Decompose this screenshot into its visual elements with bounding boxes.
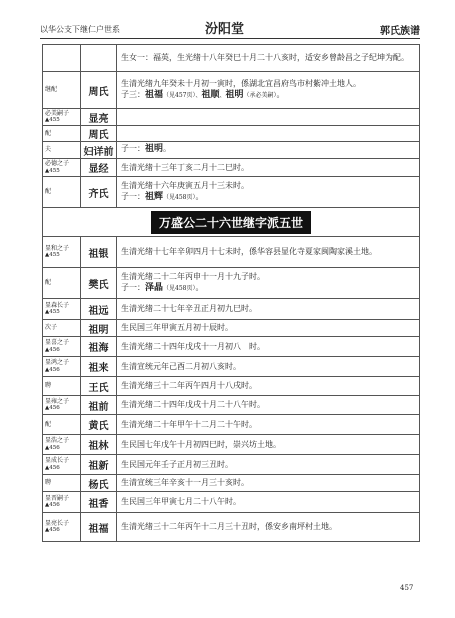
relation-label: 显亮长子 xyxy=(45,519,70,527)
relation-label: 显喜之子 xyxy=(45,339,70,347)
person-name-cell xyxy=(81,159,117,176)
relation-label: 必德之子 xyxy=(45,160,70,168)
description-cell xyxy=(117,415,419,434)
table-row xyxy=(43,357,419,377)
table-row xyxy=(43,109,419,126)
relation-cell xyxy=(43,320,81,336)
person-name-cell xyxy=(81,396,117,414)
child-note: （见458页） xyxy=(163,194,196,202)
person-name-cell xyxy=(81,72,117,108)
header-hall-name: 汾阳堂 xyxy=(205,22,245,37)
description-cell xyxy=(117,237,419,267)
description-cell xyxy=(117,396,419,414)
person-name-cell xyxy=(81,513,117,541)
header-branch-title: 以华公支下继仁户世系 xyxy=(40,25,120,34)
table-row xyxy=(43,475,419,492)
description-line xyxy=(121,496,415,508)
description-cell xyxy=(117,268,419,298)
table-row xyxy=(43,268,419,299)
page-ref: ▲456 xyxy=(45,464,60,471)
description-line xyxy=(121,191,415,204)
table-row xyxy=(43,72,419,109)
child-note: 、 xyxy=(219,92,226,100)
description-line xyxy=(121,282,415,295)
description-line xyxy=(121,52,415,64)
description-line xyxy=(121,162,415,174)
generation-banner-row xyxy=(43,208,419,237)
description-line xyxy=(121,271,415,283)
person-name-cell xyxy=(81,435,117,454)
description-text: 生民国三年甲寅七月二十八午时。 xyxy=(121,497,241,507)
relation-cell xyxy=(43,357,81,376)
table-row xyxy=(43,396,419,415)
relation-label: 显成长子 xyxy=(45,457,70,465)
description-text: 生清光绪三十二年丙午四月十八戌时。 xyxy=(121,381,257,391)
description-text: 生女一：福英，生光绪十八年癸巳十月二十八亥时，适安乡曾龄昌之子纪坤为配。 xyxy=(121,53,409,63)
child-name: 泽晶 xyxy=(145,283,164,294)
person-name-cell xyxy=(81,357,117,376)
description-line xyxy=(121,89,415,102)
child-name: 祖顺 xyxy=(201,90,220,101)
description-text: 生清光绪十三年丁亥二月十二巳时。 xyxy=(121,162,249,172)
person-name: 祖海 xyxy=(88,343,109,354)
person-name: 杨氏 xyxy=(88,479,109,491)
relation-label: 夫 xyxy=(45,146,52,154)
person-name: 齐氏 xyxy=(88,188,109,200)
child-note: （承必美嗣） xyxy=(243,92,277,100)
person-name-cell xyxy=(81,320,117,336)
description-text: 子三： xyxy=(121,90,145,100)
person-name-cell xyxy=(81,126,117,141)
person-name: 祖林 xyxy=(88,441,109,452)
person-name: 周氏 xyxy=(88,86,109,98)
table-row xyxy=(43,126,419,142)
description-text: 生清光绪十七年辛卯四月十七未时，係华容县显化寺夏家闽陶家溪土地。 xyxy=(121,247,377,257)
description-line xyxy=(121,143,415,156)
relation-cell xyxy=(43,435,81,454)
description-line xyxy=(121,439,415,451)
relation-label: 配 xyxy=(45,129,52,137)
relation-cell xyxy=(43,142,81,158)
description-line xyxy=(121,459,415,471)
page-ref: ▲456 xyxy=(45,527,60,534)
page-ref: ▲455 xyxy=(45,252,60,259)
person-name: 祖前 xyxy=(88,401,109,413)
description-text: 生清光绪九年癸未十月初一寅时，係湖北宜昌府鸟市村紫冲土地人。 xyxy=(121,78,361,88)
description-cell xyxy=(117,159,419,176)
description-text: 生清光绪十六年庚寅五月十三未时。 xyxy=(121,180,249,190)
page-ref: ▲455 xyxy=(45,117,60,124)
person-name-cell xyxy=(81,475,117,491)
description-line xyxy=(121,303,415,315)
person-name-cell xyxy=(81,142,117,158)
description-line xyxy=(121,419,415,431)
description-text: 生民国元年壬子正月初三丑时。 xyxy=(121,459,233,469)
relation-cell xyxy=(43,126,81,141)
description-line xyxy=(121,380,415,392)
table-row xyxy=(43,177,419,208)
page-ref: ▲456 xyxy=(45,405,60,412)
person-name-cell xyxy=(81,45,117,71)
description-cell xyxy=(117,320,419,336)
description-line xyxy=(121,180,415,192)
description-cell xyxy=(117,45,419,71)
relation-label: 继配 xyxy=(45,86,58,94)
child-name: 祖明 xyxy=(225,90,244,101)
description-line xyxy=(121,341,415,353)
description-cell xyxy=(117,299,419,319)
table-row xyxy=(43,142,419,159)
description-cell xyxy=(117,126,419,141)
description-text: 生清光绪二十年甲午十二月二十午时。 xyxy=(121,419,257,429)
description-line xyxy=(121,78,415,90)
relation-cell xyxy=(43,492,81,512)
child-name: 祖辉 xyxy=(145,192,164,203)
relation-cell xyxy=(43,475,81,491)
relation-cell xyxy=(43,337,81,356)
relation-label: 配 xyxy=(45,279,52,287)
table-row xyxy=(43,455,419,475)
relation-cell xyxy=(43,268,81,298)
header-divider xyxy=(40,38,420,39)
relation-label: 显鸿之子 xyxy=(45,359,70,367)
description-cell xyxy=(117,492,419,512)
description-cell xyxy=(117,142,419,158)
relation-cell xyxy=(43,455,81,474)
relation-cell xyxy=(43,415,81,434)
relation-label: 配 xyxy=(45,188,52,196)
description-cell xyxy=(117,435,419,454)
table-row xyxy=(43,45,419,72)
person-name-cell xyxy=(81,299,117,319)
table-row xyxy=(43,299,419,320)
genealogy-table xyxy=(42,44,420,542)
description-line xyxy=(121,322,415,334)
description-text: 。 xyxy=(163,144,172,154)
table-row xyxy=(43,377,419,396)
person-name-cell xyxy=(81,237,117,267)
description-cell xyxy=(117,72,419,108)
description-text: 子一： xyxy=(121,192,145,202)
description-text: 生清光绪二十四年戊戌十一月初八 时。 xyxy=(121,341,265,351)
relation-label: 聘 xyxy=(45,382,52,390)
description-line xyxy=(121,399,415,411)
page-header xyxy=(40,18,420,36)
person-name: 祖福 xyxy=(88,523,109,535)
person-name-cell xyxy=(81,492,117,512)
relation-label: 显和之子 xyxy=(45,244,70,252)
generation-banner: 万盛公二十六世继字派五世 xyxy=(151,211,311,234)
person-name-cell xyxy=(81,109,117,125)
page-ref: ▲456 xyxy=(45,502,60,509)
table-row xyxy=(43,337,419,357)
person-name-cell xyxy=(81,377,117,395)
child-note: （见458页） xyxy=(163,285,196,293)
table-row xyxy=(43,415,419,435)
description-text: 生清宣统三年辛亥十一月三十亥时。 xyxy=(121,478,249,488)
description-line xyxy=(121,246,415,258)
description-text: 生清光绪二十七年辛丑正月初九巳时。 xyxy=(121,304,257,314)
relation-label: 必美嗣子 xyxy=(45,109,70,117)
person-name-cell xyxy=(81,177,117,207)
person-name: 祖银 xyxy=(88,248,109,260)
relation-label: 显晋嗣子 xyxy=(45,494,70,502)
relation-cell xyxy=(43,237,81,267)
description-text: 生清光绪三十二年丙午十二月三十丑时，係安乡南坪村土地。 xyxy=(121,522,337,532)
table-row xyxy=(43,159,419,177)
relation-label: 次子 xyxy=(45,324,58,332)
description-text: 生清宣统元年己酉二月初八亥时。 xyxy=(121,361,241,371)
person-name: 显亮 xyxy=(88,113,109,125)
description-line xyxy=(121,477,415,489)
page-ref: ▲456 xyxy=(45,444,60,451)
person-name: 王氏 xyxy=(88,382,109,394)
person-name: 祖远 xyxy=(88,305,109,317)
relation-label: 配 xyxy=(45,420,52,428)
description-cell xyxy=(117,377,419,395)
description-line xyxy=(121,361,415,373)
person-name: 樊氏 xyxy=(88,279,109,291)
description-cell xyxy=(117,177,419,207)
header-book-title: 郭氏族谱 xyxy=(380,26,420,37)
description-text: 子一： xyxy=(121,283,145,293)
person-name-cell xyxy=(81,455,117,474)
description-text: 。 xyxy=(276,90,285,100)
relation-cell xyxy=(43,177,81,207)
child-note: （见457页） xyxy=(163,92,196,100)
person-name: 显经 xyxy=(88,164,109,175)
relation-label: 显森长子 xyxy=(45,301,70,309)
description-cell xyxy=(117,455,419,474)
person-name: 祖明 xyxy=(88,324,109,336)
description-text: 。 xyxy=(195,192,204,202)
description-text: 。 xyxy=(195,283,204,293)
description-cell xyxy=(117,513,419,541)
relation-cell xyxy=(43,72,81,108)
relation-cell xyxy=(43,377,81,395)
description-text: 生民国七年戊午十月初四巳时，崇兴坊土地。 xyxy=(121,439,281,449)
table-row xyxy=(43,513,419,542)
description-cell xyxy=(117,337,419,356)
table-row xyxy=(43,237,419,268)
relation-cell xyxy=(43,45,81,71)
person-name: 祖香 xyxy=(88,498,109,510)
page-ref: ▲456 xyxy=(45,346,60,353)
table-row xyxy=(43,492,419,513)
page-number: 457 xyxy=(400,584,414,592)
person-name: 妇详前 xyxy=(83,146,114,158)
relation-label: 聘 xyxy=(45,479,52,487)
relation-cell xyxy=(43,513,81,541)
child-name: 祖明 xyxy=(145,144,164,155)
relation-label: 显浩之子 xyxy=(45,437,70,445)
description-cell xyxy=(117,109,419,125)
relation-cell xyxy=(43,299,81,319)
relation-label: 显雍之子 xyxy=(45,397,70,405)
description-cell xyxy=(117,357,419,376)
description-text: 生清光绪二十四年戊戌十月二十八午时。 xyxy=(121,400,265,410)
description-cell xyxy=(117,475,419,491)
description-text: 生清光绪二十二年丙申十一月十九子时。 xyxy=(121,271,265,281)
person-name: 周氏 xyxy=(88,130,109,141)
description-line xyxy=(121,521,415,533)
page-ref: ▲455 xyxy=(45,309,60,316)
page-ref: ▲455 xyxy=(45,167,60,174)
table-row xyxy=(43,320,419,337)
relation-cell xyxy=(43,396,81,414)
relation-cell xyxy=(43,159,81,176)
person-name-cell xyxy=(81,337,117,356)
person-name-cell xyxy=(81,268,117,298)
person-name: 祖来 xyxy=(88,363,109,374)
description-text: 子一： xyxy=(121,144,145,154)
person-name-cell xyxy=(81,415,117,434)
page-ref: ▲456 xyxy=(45,366,60,373)
child-name: 祖福 xyxy=(145,90,164,101)
description-text: 生民国三年甲寅五月初十辰时。 xyxy=(121,323,233,333)
person-name: 祖新 xyxy=(88,461,109,472)
relation-cell xyxy=(43,109,81,125)
child-note: 、 xyxy=(195,92,202,100)
table-row xyxy=(43,435,419,455)
person-name: 黄氏 xyxy=(88,421,109,432)
